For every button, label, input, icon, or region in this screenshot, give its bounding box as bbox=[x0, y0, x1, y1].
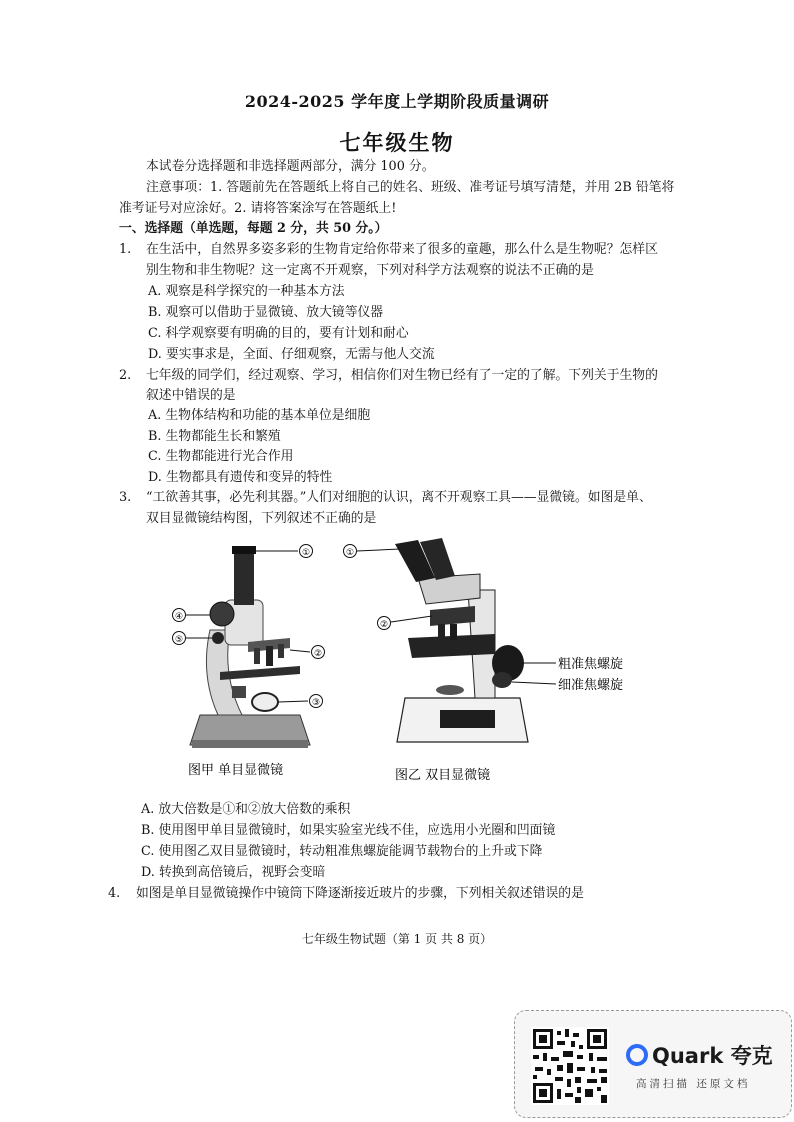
label-1-left: ① bbox=[301, 548, 311, 558]
coarse-knob-label: 粗准焦螺旋 bbox=[558, 657, 624, 672]
label-2-left: ② bbox=[313, 649, 323, 659]
option-c: C. 使用图乙双目显微镜时，转动粗准焦螺旋能调节载物台的上升或下降 bbox=[141, 844, 543, 859]
option-b: B. 生物都能生长和繁殖 bbox=[148, 429, 281, 444]
option-a: A. 生物体结构和功能的基本单位是细胞 bbox=[148, 408, 371, 423]
quark-brand-text: Quark 夸克 bbox=[652, 1044, 773, 1068]
intro-line-1: 本试卷分选择题和非选择题两部分，满分 100 分。 bbox=[146, 159, 435, 174]
question-text: 七年级的同学们，经过观察、学习，相信你们对生物已经有了一定的了解。下列关于生物的 bbox=[146, 368, 658, 383]
quark-tagline: 高清扫描 还原文档 bbox=[636, 1078, 751, 1090]
label-1-right: ① bbox=[345, 548, 355, 558]
question-text: 叙述中错误的是 bbox=[146, 388, 236, 403]
option-a: A. 放大倍数是①和②放大倍数的乘积 bbox=[141, 802, 351, 817]
subject-title: 七年级生物 bbox=[339, 130, 455, 155]
option-d: D. 要实事求是，全面、仔细观察，无需与他人交流 bbox=[148, 347, 435, 362]
option-b: B. 观察可以借助于显微镜、放大镜等仪器 bbox=[148, 305, 384, 320]
caption-right: 图乙 双目显微镜 bbox=[395, 768, 491, 783]
question-number: 3. bbox=[119, 490, 132, 505]
microscope-figure bbox=[150, 530, 670, 790]
quark-brand bbox=[626, 1040, 773, 1070]
option-b: B. 使用图甲单目显微镜时，如果实验室光线不佳，应选用小光圈和凹面镜 bbox=[141, 823, 556, 838]
label-4-left: ④ bbox=[174, 612, 184, 622]
question-text: 如图是单目显微镜操作中镜筒下降逐渐接近玻片的步骤，下列相关叙述错误的是 bbox=[136, 886, 584, 901]
fine-knob-label: 细准焦螺旋 bbox=[558, 678, 624, 693]
monocular-microscope-drawing bbox=[190, 546, 310, 748]
label-5-left: ⑤ bbox=[174, 635, 184, 645]
page-footer: 七年级生物试题（第 1 页 共 8 页） bbox=[301, 932, 493, 946]
label-3-left: ③ bbox=[311, 698, 321, 708]
question-text: 在生活中，自然界多姿多彩的生物肯定给你带来了很多的童趣，那么什么是生物呢？怎样区 bbox=[146, 242, 658, 257]
quark-logo-icon bbox=[626, 1044, 648, 1066]
question-number: 1. bbox=[119, 242, 132, 257]
option-d: D. 转换到高倍镜后，视野会变暗 bbox=[141, 865, 326, 880]
caption-left: 图甲 单目显微镜 bbox=[188, 763, 284, 778]
question-number: 2. bbox=[119, 368, 132, 383]
question-text: “工欲善其事，必先利其器。”人们对细胞的认识，离不开观察工具——显微镜。如图是单、 bbox=[146, 490, 652, 505]
binocular-microscope-drawing bbox=[395, 538, 528, 742]
question-text: 别生物和非生物呢？这一定离不开观察，下列对科学方法观察的说法不正确的是 bbox=[146, 263, 594, 278]
option-c: C. 生物都能进行光合作用 bbox=[148, 449, 294, 464]
question-text: 双目显微镜结构图，下列叙述不正确的是 bbox=[146, 511, 377, 526]
option-a: A. 观察是科学探究的一种基本方法 bbox=[148, 284, 345, 299]
exam-title: 2024-2025 学年度上学期阶段质量调研 bbox=[244, 92, 550, 111]
label-2-right: ② bbox=[379, 620, 389, 630]
section-heading: 一、选择题（单选题，每题 2 分，共 50 分。） bbox=[119, 221, 388, 236]
intro-line-2: 注意事项：1. 答题前先在答题纸上将自己的姓名、班级、准考证号填写清楚，并用 2B 铅笔将 bbox=[146, 180, 675, 195]
intro-line-3: 准考证号对应涂好。2. 请将答案涂写在答题纸上! bbox=[119, 201, 397, 216]
question-number: 4. bbox=[108, 886, 121, 901]
option-d: D. 生物都具有遗传和变异的特性 bbox=[148, 470, 333, 485]
qr-code-icon bbox=[531, 1027, 609, 1105]
option-c: C. 科学观察要有明确的目的，要有计划和耐心 bbox=[148, 326, 409, 341]
